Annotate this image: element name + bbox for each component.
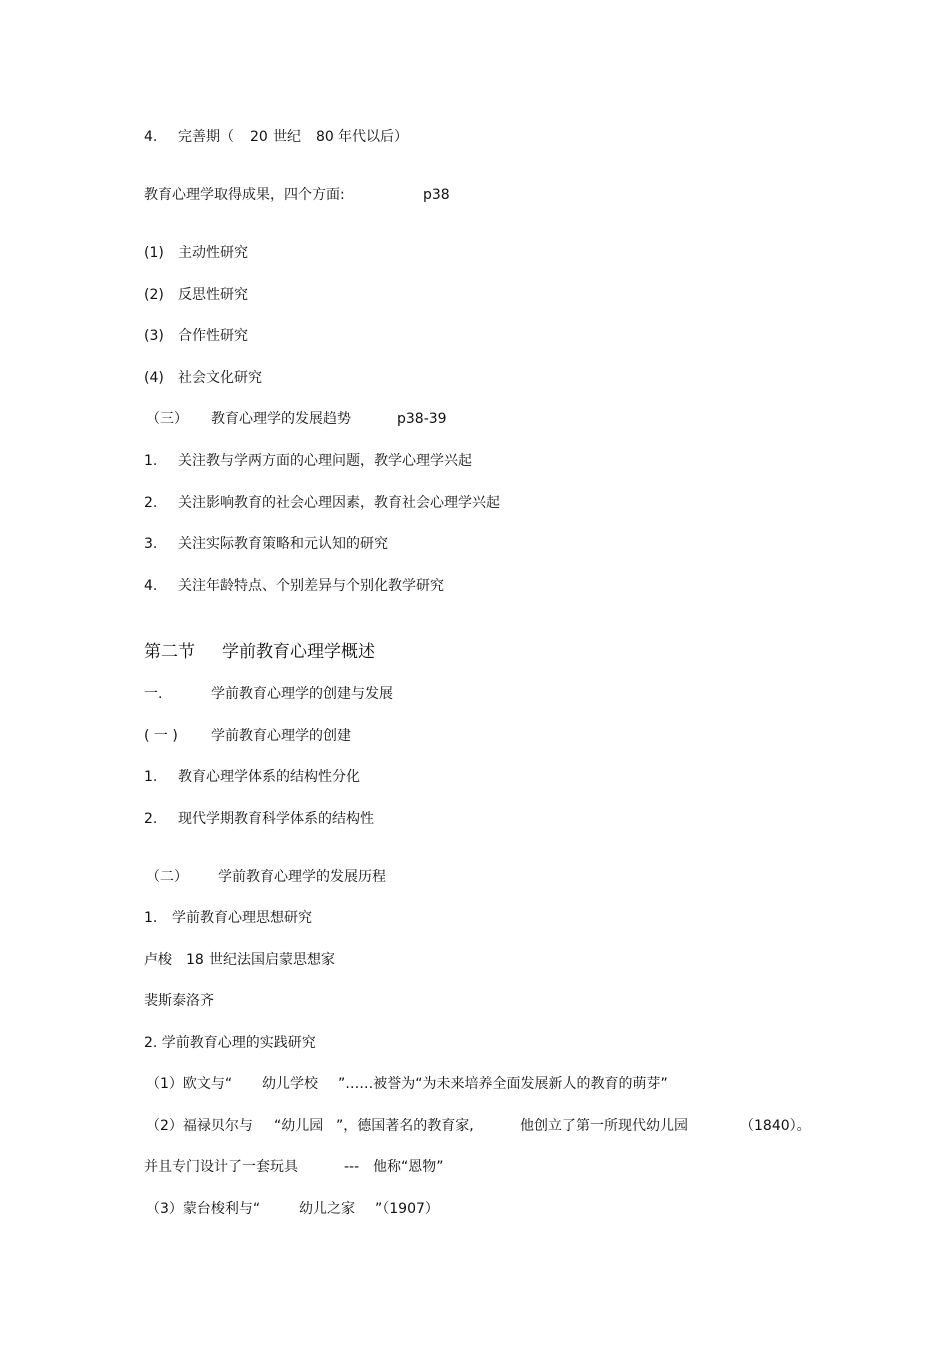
owen-rest: ”……被誉为“为未来培养全面发展新人的教育的萌芽”	[338, 1076, 668, 1092]
period-decade: 80	[316, 129, 334, 145]
item-number: (3)	[144, 328, 164, 344]
owen-school: 幼儿学校	[262, 1076, 318, 1092]
section-title: 学前教育心理学概述	[222, 642, 375, 662]
subsection-number: （二）	[146, 869, 188, 885]
item-number: 1.	[144, 453, 158, 469]
item-text: 社会文化研究	[178, 370, 262, 386]
item-text: 关注教与学两方面的心理问题，教学心理学兴起	[178, 453, 472, 469]
froebel-mid: ”，德国著名的教育家,	[336, 1118, 474, 1134]
item-number: (2)	[144, 287, 164, 303]
item-text: 关注实际教育策略和元认知的研究	[178, 536, 388, 552]
section-number: （三）	[146, 411, 188, 427]
part-title: 学前教育心理学的创建与发展	[211, 686, 393, 702]
toys-text: 并且专门设计了一套玩具	[144, 1159, 298, 1175]
period-after: 年代以后）	[338, 129, 408, 145]
period-century: 世纪	[273, 129, 301, 145]
item-number: 2.	[144, 495, 158, 511]
item-number: (4)	[144, 370, 164, 386]
achievements-text: 教育心理学取得成果，四个方面:	[144, 187, 345, 203]
froebel-year: （1840）。	[740, 1118, 811, 1134]
item-text: 学前教育心理思想研究	[172, 910, 312, 926]
froebel-garden: “幼儿园	[274, 1118, 324, 1134]
subsection-title: 学前教育心理学的发展历程	[218, 869, 386, 885]
item-number: 4.	[144, 129, 158, 145]
period-text: 完善期（	[178, 129, 234, 145]
owen-prefix: （1）欧文与“	[146, 1076, 233, 1092]
item-text: 现代学期教育科学体系的结构性	[178, 811, 374, 827]
item-number: 1.	[144, 910, 158, 926]
person-desc: 世纪法国启蒙思想家	[209, 952, 335, 968]
montessori-prefix: （3）蒙台梭利与“	[146, 1201, 261, 1217]
section-number: 第二节	[144, 642, 195, 662]
item-text: 反思性研究	[178, 287, 248, 303]
period-year: 20	[250, 129, 268, 145]
item-number: 1.	[144, 769, 158, 785]
toys-gift: 他称“恩物”	[373, 1159, 444, 1175]
item-number: 4.	[144, 578, 158, 594]
subsection-title: 学前教育心理学的创建	[211, 728, 351, 744]
subsection-number: ( 一 )	[144, 728, 178, 744]
item-number: (1)	[144, 245, 164, 261]
item-text: 教育心理学体系的结构性分化	[178, 769, 360, 785]
person-name: 卢梭	[144, 952, 172, 968]
century-number: 18	[186, 952, 204, 968]
montessori-house: 幼儿之家	[299, 1201, 355, 1217]
item-text: 主动性研究	[178, 245, 248, 261]
page-ref: p38	[423, 187, 450, 203]
froebel-prefix: （2）福禄贝尔与	[146, 1118, 253, 1134]
item-text: 关注年龄特点、个别差异与个别化教学研究	[178, 578, 444, 594]
practice-text: 2. 学前教育心理的实践研究	[144, 1035, 316, 1051]
toys-dash: ---	[344, 1159, 360, 1175]
item-text: 关注影响教育的社会心理因素，教育社会心理学兴起	[178, 495, 500, 511]
item-text: 合作性研究	[178, 328, 248, 344]
item-number: 3.	[144, 536, 158, 552]
page-ref: p38-39	[397, 411, 447, 427]
froebel-founded: 他创立了第一所现代幼儿园	[520, 1118, 688, 1134]
part-number: 一.	[144, 686, 163, 702]
montessori-year: ”（1907）	[375, 1201, 439, 1217]
section-title: 教育心理学的发展趋势	[211, 411, 351, 427]
person-name: 裴斯泰洛齐	[144, 993, 214, 1009]
item-number: 2.	[144, 811, 158, 827]
